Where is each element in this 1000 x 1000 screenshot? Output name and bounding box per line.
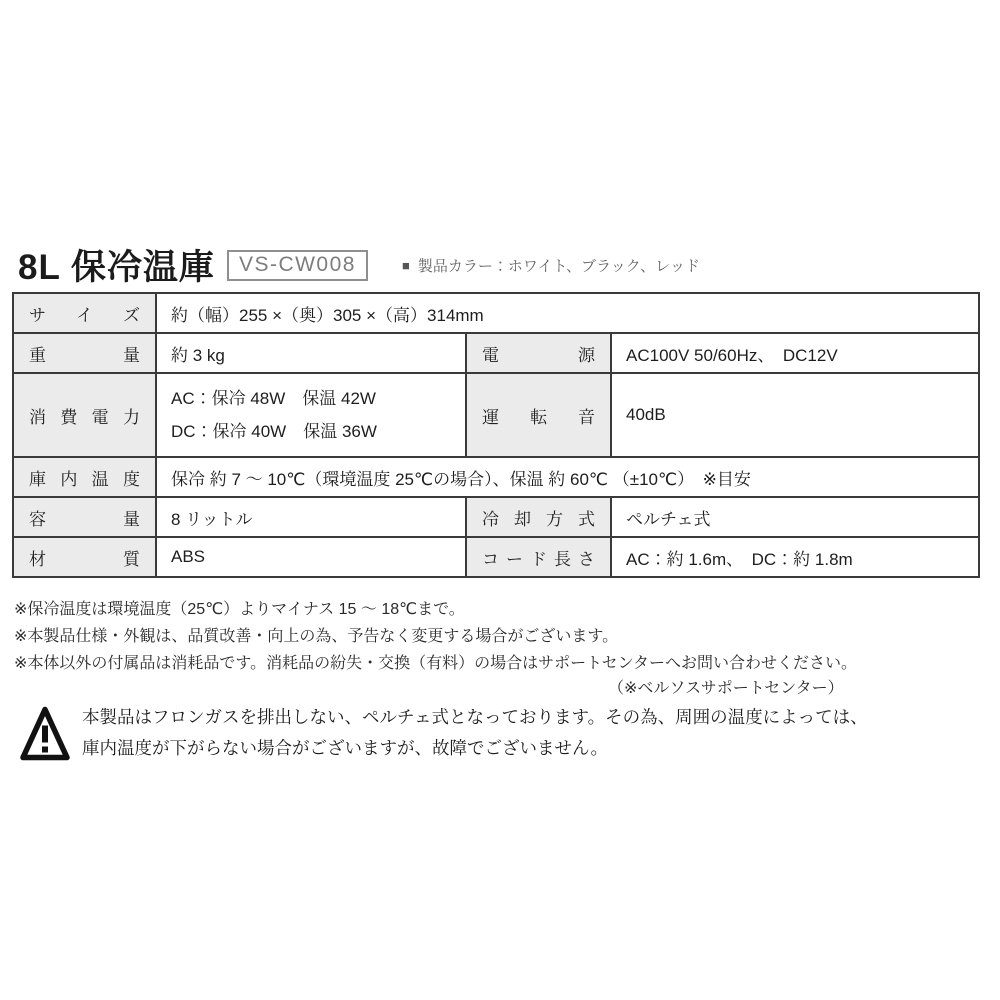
- capacity-label-cell: [13, 497, 156, 537]
- warning-section: [20, 702, 868, 764]
- weight-label: 重 量: [29, 345, 140, 365]
- material-value: ABS: [156, 537, 466, 577]
- power-source-label: 電 源: [482, 345, 595, 365]
- model-number-badge: VS-CW008: [227, 250, 368, 281]
- footnote-consumables: ※本体以外の付属品は消耗品です。消耗品の紛失・交換（有料）の場合はサポートセンターへお問い合わせください。: [14, 655, 858, 672]
- weight-label-cell: [13, 333, 156, 373]
- size-label-cell: [13, 293, 156, 333]
- table-row-capacity-cooling: [13, 497, 979, 537]
- size-value: 約（幅）255 ×（奥）305 ×（高）314mm: [156, 293, 979, 333]
- power-source-value: AC100V 50/60Hz、 DC12V: [611, 333, 979, 373]
- product-colors-label: 製品カラー：ホワイト、ブラック、レッド: [417, 257, 700, 275]
- table-row-size: [13, 293, 979, 333]
- inside-temperature-value: 保冷 約 7 ～ 10℃（環境温度 25℃の場合）、保温 約 60℃ （±10℃） ※目安: [156, 457, 979, 497]
- power-consumption-value: [156, 373, 466, 457]
- footnote-spec-change: ※本製品仕様・外観は、品質改善・向上の為、予告なく変更する場合がございます。: [14, 628, 619, 645]
- power-consumption-label: 消 費 電 力: [29, 407, 140, 427]
- warning-text: [82, 702, 868, 764]
- material-label: 材 質: [29, 549, 140, 569]
- product-colors-line: [402, 255, 700, 276]
- weight-value: 約 3 kg: [156, 333, 466, 373]
- warning-line-1: 本製品はフロンガスを排出しない、ペルチェ式となっております。その為、周囲の温度によっては、: [82, 707, 868, 727]
- inside-temperature-label: 庫 内 温 度: [29, 469, 140, 489]
- product-title: 8L 保冷温庫: [18, 248, 215, 287]
- cooling-method-label: 冷 却 方 式: [482, 509, 595, 529]
- table-row-material-cord: [13, 537, 979, 577]
- operating-noise-value: 40dB: [611, 373, 979, 457]
- capacity-label: 容 量: [29, 509, 140, 529]
- power-source-label-cell: [466, 333, 611, 373]
- cord-length-value: AC：約 1.6m、 DC：約 1.8m: [611, 537, 979, 577]
- footnote-cooling-range: ※保冷温度は環境温度（25℃）よりマイナス 15 ～ 18℃まで。: [14, 601, 465, 618]
- spec-table: [12, 292, 980, 578]
- footnotes: [14, 599, 857, 680]
- product-header: [18, 240, 700, 290]
- cooling-method-value: ペルチェ式: [611, 497, 979, 537]
- cord-length-label: コ ー ド 長 さ: [482, 549, 595, 569]
- cord-length-label-cell: [466, 537, 611, 577]
- table-row-consumption-noise: [13, 373, 979, 457]
- cooling-method-label-cell: [466, 497, 611, 537]
- square-bullet-icon: ■: [401, 257, 410, 273]
- warning-triangle-icon: [20, 704, 70, 764]
- power-consumption-label-cell: [13, 373, 156, 457]
- warning-line-2: 庫内温度が下がらない場合がございますが、故障でございません。: [82, 738, 609, 758]
- power-consumption-ac: AC：保冷 48W 保温 42W: [171, 389, 376, 408]
- table-row-weight-power: [13, 333, 979, 373]
- power-consumption-dc: DC：保冷 40W 保温 36W: [171, 422, 377, 441]
- operating-noise-label-cell: [466, 373, 611, 457]
- inside-temperature-label-cell: [13, 457, 156, 497]
- operating-noise-label: 運 転 音: [482, 407, 595, 427]
- support-center-note: （※ベルソスサポートセンター）: [608, 680, 844, 697]
- table-row-inside-temperature: [13, 457, 979, 497]
- size-label: サ イ ズ: [29, 305, 140, 325]
- capacity-value: 8 リットル: [156, 497, 466, 537]
- material-label-cell: [13, 537, 156, 577]
